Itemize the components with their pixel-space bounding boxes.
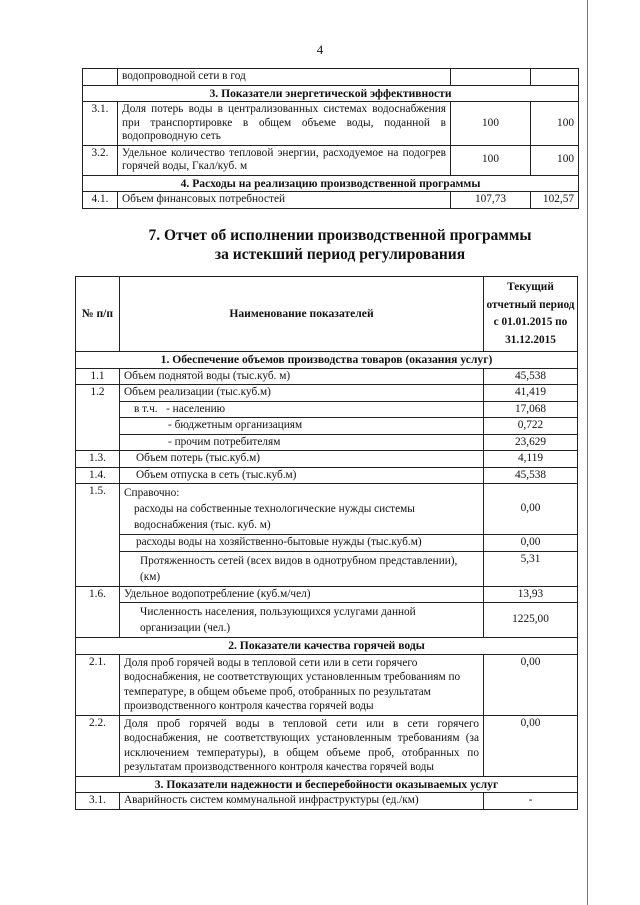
table-row xyxy=(76,793,578,810)
row-name: - бюджетным организациям xyxy=(120,418,484,435)
row-number: 2.2. xyxy=(76,715,120,776)
row-name: Доля потерь воды в централизованных системах водоснабжения при транспортировке в общем объеме воды, поданной в водопроводную сеть xyxy=(118,102,451,146)
row-subname: расходы на собственные технологические нужды системы водоснабжения (тыс. куб. м) xyxy=(134,503,415,531)
reference-label: Справочно: xyxy=(124,487,180,499)
table-row xyxy=(83,69,579,86)
table-row xyxy=(83,192,579,209)
table-row xyxy=(76,467,578,484)
section-row xyxy=(83,175,579,192)
row-value: 0,722 xyxy=(484,418,578,435)
section-row xyxy=(76,352,578,369)
row-value: - xyxy=(484,793,578,810)
row-value: 23,629 xyxy=(484,434,578,451)
row-value-2: 102,57 xyxy=(531,192,579,209)
row-name: Объем потерь (тыс.куб.м) xyxy=(120,451,484,468)
table-row xyxy=(83,145,579,175)
row-name: Аварийность систем коммунальной инфраструктуры (ед./км) xyxy=(120,793,484,810)
row-value: 13,93 xyxy=(484,586,578,603)
row-value: 0,00 xyxy=(484,484,578,535)
row-value: 0,00 xyxy=(484,535,578,552)
row-name: водопроводной сети в год xyxy=(118,69,451,86)
section-heading: 4. Расходы на реализацию производственной программы xyxy=(83,175,579,192)
page-number: 4 xyxy=(316,42,324,57)
row-value: 0,00 xyxy=(484,715,578,776)
row-number: 4.1. xyxy=(83,192,118,209)
table-row xyxy=(83,102,579,146)
table-row xyxy=(76,535,578,552)
section-heading: 3. Показатели энергетической эффективности xyxy=(83,85,579,102)
row-name: Численность населения, пользующихся услугами данной организации (чел.) xyxy=(120,603,484,638)
row-name: Удельное водопотребление (куб.м/чел) xyxy=(120,586,484,603)
row-value: 45,538 xyxy=(484,368,578,385)
header-row xyxy=(76,277,578,352)
row-value-1: 100 xyxy=(451,145,531,175)
row-name: Доля проб горячей воды в тепловой сети или в сети горячего водоснабжения, не соответствующих установленным требованиям по температуре, в общем объеме проб, отобранных по результатам производственного контроля качества горячей воды xyxy=(120,654,484,715)
table-row xyxy=(76,451,578,468)
row-name: Доля проб горячей воды в тепловой сети или в сети горячего водоснабжения, не соответствующих установленным требованиям (за исключением температуры), в общем объеме проб, отобранных по результатам производственного контроля качества горячей воды xyxy=(120,715,484,776)
table-row xyxy=(76,368,578,385)
title-line-1: 7. Отчет об исполнении производственной программы xyxy=(148,227,532,244)
row-name: расходы воды на хозяйственно-бытовые нужды (тыс.куб.м) xyxy=(120,535,484,552)
table-row xyxy=(76,603,578,638)
row-value-1: 100 xyxy=(451,102,531,146)
row-number: 3.2. xyxy=(83,145,118,175)
row-value: 45,538 xyxy=(484,467,578,484)
table-row xyxy=(76,401,578,418)
row-value: 41,419 xyxy=(484,385,578,402)
table-row xyxy=(76,434,578,451)
continuation-table xyxy=(82,68,579,209)
section-heading: 3. Показатели надежности и бесперебойности оказываемых услуг xyxy=(76,776,578,793)
row-value: 1225,00 xyxy=(484,603,578,638)
table-row xyxy=(76,484,578,535)
section-title xyxy=(0,226,640,264)
header-name: Наименование показателей xyxy=(120,277,484,352)
row-value: 5,31 xyxy=(484,551,578,586)
row-prefix: в т.ч. xyxy=(134,402,158,415)
row-number: 1.2 xyxy=(76,385,120,451)
row-value-2: 100 xyxy=(531,102,579,146)
row-name: - прочим потребителям xyxy=(120,434,484,451)
table-row xyxy=(76,551,578,586)
table-row xyxy=(76,385,578,402)
row-subname: - населению xyxy=(166,402,226,415)
table-row xyxy=(76,586,578,603)
section-row xyxy=(76,776,578,793)
table-row xyxy=(76,418,578,435)
row-name: Удельное количество тепловой энергии, расходуемое на подогрев горячей воды, Гкал/куб. м xyxy=(118,145,451,175)
row-number: 1.3. xyxy=(76,451,120,468)
row-value: 4,119 xyxy=(484,451,578,468)
row-number: 1.4. xyxy=(76,467,120,484)
row-name xyxy=(120,401,484,418)
row-number: 2.1. xyxy=(76,654,120,715)
row-name: Объем реализации (тыс.куб.м) xyxy=(120,385,484,402)
row-name xyxy=(120,484,484,535)
section-row xyxy=(83,85,579,102)
row-name: Протяженность сетей (всех видов в однотрубном представлении), (км) xyxy=(120,551,484,586)
row-name: Объем поднятой воды (тыс.куб. м) xyxy=(120,368,484,385)
table-row xyxy=(76,654,578,715)
row-name: Объем отпуска в сеть (тыс.куб.м) xyxy=(120,467,484,484)
section-heading: 1. Обеспечение объемов производства товаров (оказания услуг) xyxy=(76,352,578,369)
row-number: 3.1. xyxy=(76,793,120,810)
header-period: Текущий отчетный период с 01.01.2015 по 31.12.2015 xyxy=(484,277,578,352)
report-table xyxy=(75,276,578,810)
row-number: 3.1. xyxy=(83,102,118,146)
row-value-2: 100 xyxy=(531,145,579,175)
table-row xyxy=(76,715,578,776)
row-name: Объем финансовых потребностей xyxy=(118,192,451,209)
row-value: 0,00 xyxy=(484,654,578,715)
section-heading: 2. Показатели качества горячей воды xyxy=(76,638,578,655)
row-value: 17,068 xyxy=(484,401,578,418)
row-number: 1.1 xyxy=(76,368,120,385)
row-number: 1.6. xyxy=(76,586,120,638)
title-line-2: за истекший период регулирования xyxy=(214,246,466,263)
scan-edge-line xyxy=(587,0,588,905)
section-row xyxy=(76,638,578,655)
row-value-1: 107,73 xyxy=(451,192,531,209)
row-number: 1.5. xyxy=(76,484,120,587)
header-number: № п/п xyxy=(76,277,120,352)
